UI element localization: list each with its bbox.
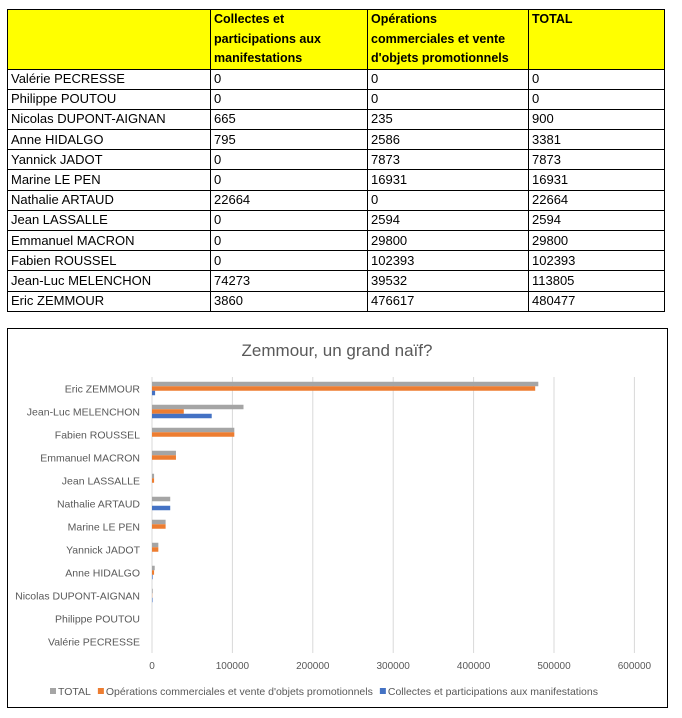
table-row xyxy=(8,130,665,150)
table-row xyxy=(8,210,665,230)
operations-value: 102393 xyxy=(368,251,529,271)
x-tick-label: 0 xyxy=(149,661,155,672)
category-label: Nicolas DUPONT-AIGNAN xyxy=(15,590,140,603)
collectes-value: 665 xyxy=(211,109,368,129)
total-value: 480477 xyxy=(529,291,665,311)
collectes-value: 0 xyxy=(211,150,368,170)
collectes-value: 0 xyxy=(211,69,368,89)
bar-total xyxy=(152,566,155,571)
bar-operations xyxy=(152,478,154,483)
total-value: 900 xyxy=(529,109,665,129)
candidate-name: Anne HIDALGO xyxy=(8,130,211,150)
legend-swatch xyxy=(380,688,386,694)
total-value: 2594 xyxy=(529,210,665,230)
legend-label: TOTAL xyxy=(58,686,91,698)
header-total: TOTAL xyxy=(529,10,665,70)
candidate-name: Eric ZEMMOUR xyxy=(8,291,211,311)
candidate-name: Nicolas DUPONT-AIGNAN xyxy=(8,109,211,129)
bar-collectes xyxy=(152,598,153,603)
operations-value: 0 xyxy=(368,89,529,109)
candidate-name: Marine LE PEN xyxy=(8,170,211,190)
category-label: Nathalie ARTAUD xyxy=(56,498,140,511)
bar-total xyxy=(152,520,166,525)
total-value: 0 xyxy=(529,69,665,89)
candidate-name: Fabien ROUSSEL xyxy=(8,251,211,271)
total-value: 113805 xyxy=(529,271,665,291)
category-label: Anne HIDALGO xyxy=(65,567,140,580)
table-row xyxy=(8,89,665,109)
candidate-name: Jean LASSALLE xyxy=(8,210,211,230)
category-label: Philippe POUTOU xyxy=(54,613,140,626)
x-tick-label: 400000 xyxy=(456,661,491,672)
bar-chart xyxy=(7,328,668,708)
header-collectes: Collectes et participations aux manifestations xyxy=(211,10,368,70)
x-tick-label: 500000 xyxy=(537,661,571,672)
total-value: 7873 xyxy=(529,150,665,170)
bar-operations xyxy=(152,524,166,529)
operations-value: 16931 xyxy=(368,170,529,190)
legend-swatch xyxy=(50,688,56,694)
operations-value: 0 xyxy=(368,69,529,89)
collectes-value: 3860 xyxy=(211,291,368,311)
candidate-name: Jean-Luc MELENCHON xyxy=(8,271,211,291)
candidate-name: Philippe POUTOU xyxy=(8,89,211,109)
collectes-value: 0 xyxy=(211,251,368,271)
candidate-name: Valérie PECRESSE xyxy=(8,69,211,89)
collectes-value: 22664 xyxy=(211,190,368,210)
collectes-value: 0 xyxy=(211,89,368,109)
collectes-value: 0 xyxy=(211,231,368,251)
operations-value: 2586 xyxy=(368,130,529,150)
total-value: 0 xyxy=(529,89,665,109)
total-value: 16931 xyxy=(529,170,665,190)
table-row xyxy=(8,69,665,89)
collectes-value: 0 xyxy=(211,210,368,230)
collectes-value: 0 xyxy=(211,170,368,190)
legend-swatch xyxy=(98,688,104,694)
table-row xyxy=(8,170,665,190)
legend-label: Collectes et participations aux manifestations xyxy=(387,686,598,698)
bar-collectes xyxy=(152,391,155,396)
table-row xyxy=(8,271,665,291)
candidate-name: Yannick JADOT xyxy=(8,150,211,170)
category-label: Jean LASSALLE xyxy=(61,475,140,488)
x-tick-label: 300000 xyxy=(376,661,410,672)
operations-value: 476617 xyxy=(368,291,529,311)
category-label: Fabien ROUSSEL xyxy=(54,429,140,442)
collectes-value: 795 xyxy=(211,130,368,150)
operations-value: 0 xyxy=(368,190,529,210)
table-header-row xyxy=(8,10,665,70)
table-row xyxy=(8,109,665,129)
category-label: Marine LE PEN xyxy=(67,521,140,534)
bar-total xyxy=(152,382,538,387)
bar-operations xyxy=(152,547,158,552)
total-value: 22664 xyxy=(529,190,665,210)
table-row xyxy=(8,150,665,170)
table-row xyxy=(8,190,665,210)
total-value: 29800 xyxy=(529,231,665,251)
bar-total xyxy=(152,589,153,594)
category-label: Yannick JADOT xyxy=(66,544,140,557)
header-operations: Opérations commerciales et vente d'objets promotionnels xyxy=(368,10,529,70)
total-value: 102393 xyxy=(529,251,665,271)
chart-title: Zemmour, un grand naïf? xyxy=(241,341,433,360)
operations-value: 2594 xyxy=(368,210,529,230)
header-candidate xyxy=(8,10,211,70)
bar-collectes xyxy=(152,414,212,419)
bar-operations xyxy=(152,386,535,391)
category-label: Jean-Luc MELENCHON xyxy=(26,406,140,419)
x-tick-label: 200000 xyxy=(296,661,330,672)
collectes-value: 74273 xyxy=(211,271,368,291)
legend-item-total xyxy=(50,686,91,698)
bar-total xyxy=(152,497,170,502)
donations-table xyxy=(7,9,665,312)
table-row xyxy=(8,251,665,271)
bar-total xyxy=(152,405,243,410)
operations-value: 235 xyxy=(368,109,529,129)
legend-item-operations xyxy=(98,686,373,698)
category-label: Eric ZEMMOUR xyxy=(64,383,140,396)
bar-total xyxy=(152,474,154,479)
bar-total xyxy=(152,543,158,548)
legend-label: Opérations commerciales et vente d'objets promotionnels xyxy=(105,686,373,698)
bar-operations xyxy=(152,432,234,437)
candidate-name: Emmanuel MACRON xyxy=(8,231,211,251)
bar-operations xyxy=(152,570,154,575)
bar-total xyxy=(152,451,176,456)
bar-collectes xyxy=(152,575,153,580)
table-row xyxy=(8,291,665,311)
legend-item-collectes xyxy=(380,686,598,698)
operations-value: 39532 xyxy=(368,271,529,291)
candidate-name: Nathalie ARTAUD xyxy=(8,190,211,210)
category-label: Emmanuel MACRON xyxy=(40,452,140,465)
total-value: 3381 xyxy=(529,130,665,150)
x-tick-label: 100000 xyxy=(215,661,250,672)
operations-value: 29800 xyxy=(368,231,529,251)
bar-operations xyxy=(152,455,176,460)
category-label: Valérie PECRESSE xyxy=(47,636,140,649)
chart-container xyxy=(7,328,668,708)
bar-collectes xyxy=(152,506,170,511)
bar-operations xyxy=(152,409,184,414)
x-tick-label: 600000 xyxy=(617,661,652,672)
table-row xyxy=(8,231,665,251)
operations-value: 7873 xyxy=(368,150,529,170)
bar-total xyxy=(152,428,234,433)
